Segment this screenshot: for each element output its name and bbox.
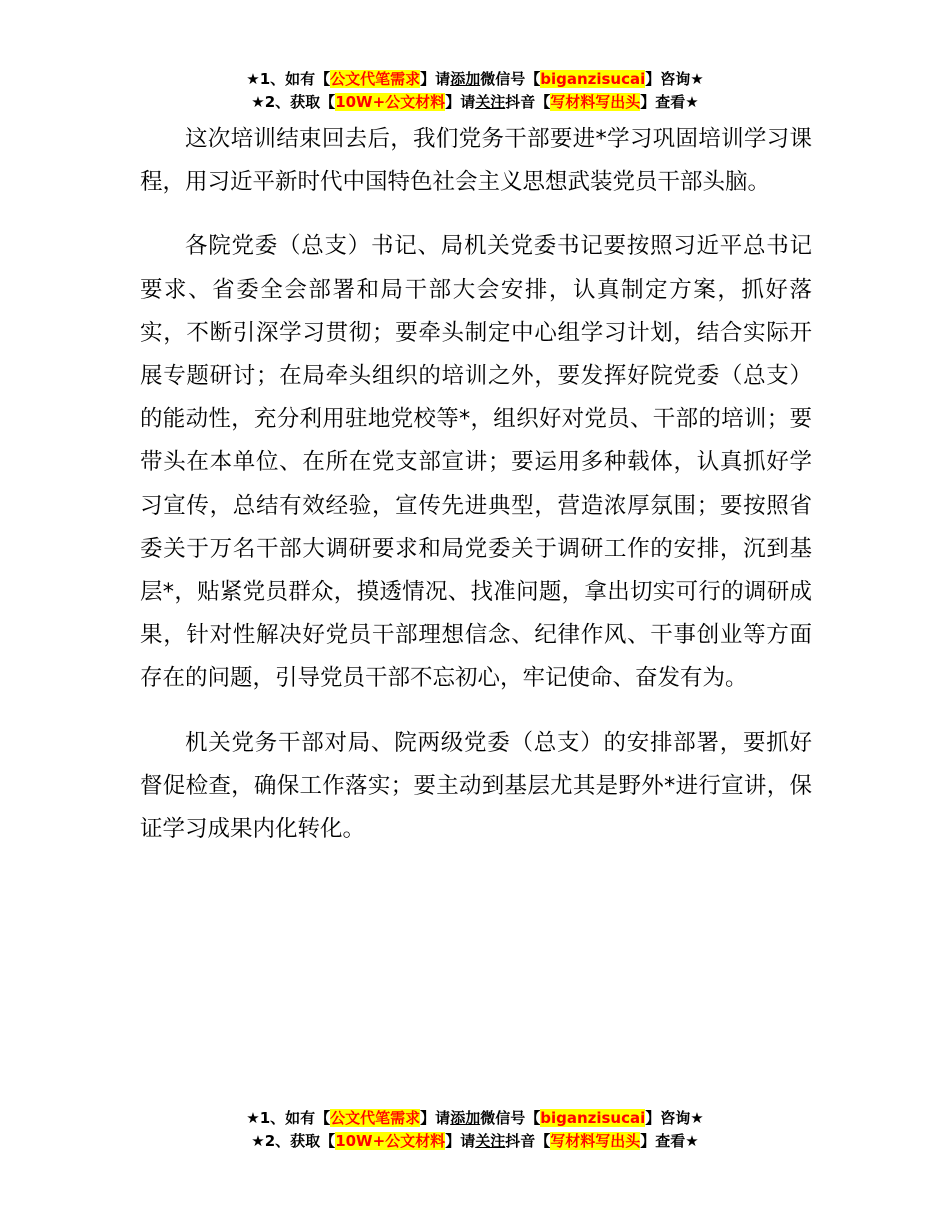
footer-line-1-middle: 】请: [420, 1109, 451, 1127]
banner-highlight-ghostwriting: 公文代笔需求: [330, 70, 421, 88]
footer-line-1-middle-2: 微信号【: [480, 1109, 541, 1127]
banner-highlight-douyin-account: 写材料写出头: [550, 93, 641, 111]
banner-line-1-suffix: 】咨询★: [645, 70, 704, 88]
banner-highlight-materials: 10W+公文材料: [335, 93, 446, 111]
footer-emph-follow: 关注: [475, 1132, 506, 1150]
header-banner: [0, 68, 950, 114]
footer-emph-add: 添加: [450, 1109, 481, 1127]
footer-banner-line-2: [0, 1130, 950, 1153]
banner-emph-add: 添加: [450, 70, 481, 88]
footer-line-1-suffix: 】咨询★: [645, 1109, 704, 1127]
banner-line-2: [0, 91, 950, 114]
banner-line-2-suffix: 】查看★: [640, 93, 699, 111]
body-paragraph-3: 机关党务干部对局、院两级党委（总支）的安排部署，要抓好督促检查，确保工作落实；要主动到基层尤其是野外*进行宣讲，保证学习成果内化转化。: [140, 729, 812, 843]
banner-line-1: [0, 68, 950, 91]
banner-highlight-wechat-id: biganzisucai: [540, 70, 646, 88]
banner-line-2-middle-2: 抖音【: [505, 93, 551, 111]
footer-line-2-middle-2: 抖音【: [505, 1132, 551, 1150]
banner-line-2-middle: 】请: [445, 93, 476, 111]
banner-line-2-prefix: ★2、获取【: [251, 93, 336, 111]
footer-line-1-prefix: ★1、如有【: [246, 1109, 331, 1127]
banner-emph-follow: 关注: [475, 93, 506, 111]
footer-highlight-ghostwriting: 公文代笔需求: [330, 1109, 421, 1127]
body-paragraph-2: 各院党委（总支）书记、局机关党委书记要按照习近平总书记要求、省委全会部署和局干部大会安排，认真制定方案，抓好落实，不断引深学习贯彻；要牵头制定中心组学习计划，结合实际开展专题研讨；在局牵头组织的培训之外，要发挥好院党委（总支）的能动性，充分利用驻地党校等*，组织好对党员、干部的培训；要带头在本单位、在所在党支部宣讲；要运用多种载体，认真抓好学习宣传，总结有效经验，宣传先进典型，营造浓厚氛围；要按照省委关于万名干部大调研要求和局党委关于调研工作的安排，沉到基层*，贴紧党员群众，摸透情况、找准问题，拿出切实可行的调研成果，针对性解决好党员干部理想信念、纪律作风、干事创业等方面存在的问题，引导党员干部不忘初心，牢记使命、奋发有为。: [140, 233, 812, 692]
footer-banner-line-1: [0, 1107, 950, 1130]
footer-banner: [0, 1107, 950, 1153]
footer-line-2-prefix: ★2、获取【: [251, 1132, 336, 1150]
footer-highlight-materials: 10W+公文材料: [335, 1132, 446, 1150]
banner-line-1-middle-2: 微信号【: [480, 70, 541, 88]
banner-line-1-middle: 】请: [420, 70, 451, 88]
footer-line-2-suffix: 】查看★: [640, 1132, 699, 1150]
banner-line-1-prefix: ★1、如有【: [246, 70, 331, 88]
body-paragraph-1: 这次培训结束回去后，我们党务干部要进*学习巩固培训学习课程，用习近平新时代中国特色社会主义思想武装党员干部头脑。: [140, 126, 812, 196]
footer-highlight-douyin-account: 写材料写出头: [550, 1132, 641, 1150]
document-body: [140, 118, 812, 872]
footer-highlight-wechat-id: biganzisucai: [540, 1109, 646, 1127]
footer-line-2-middle: 】请: [445, 1132, 476, 1150]
